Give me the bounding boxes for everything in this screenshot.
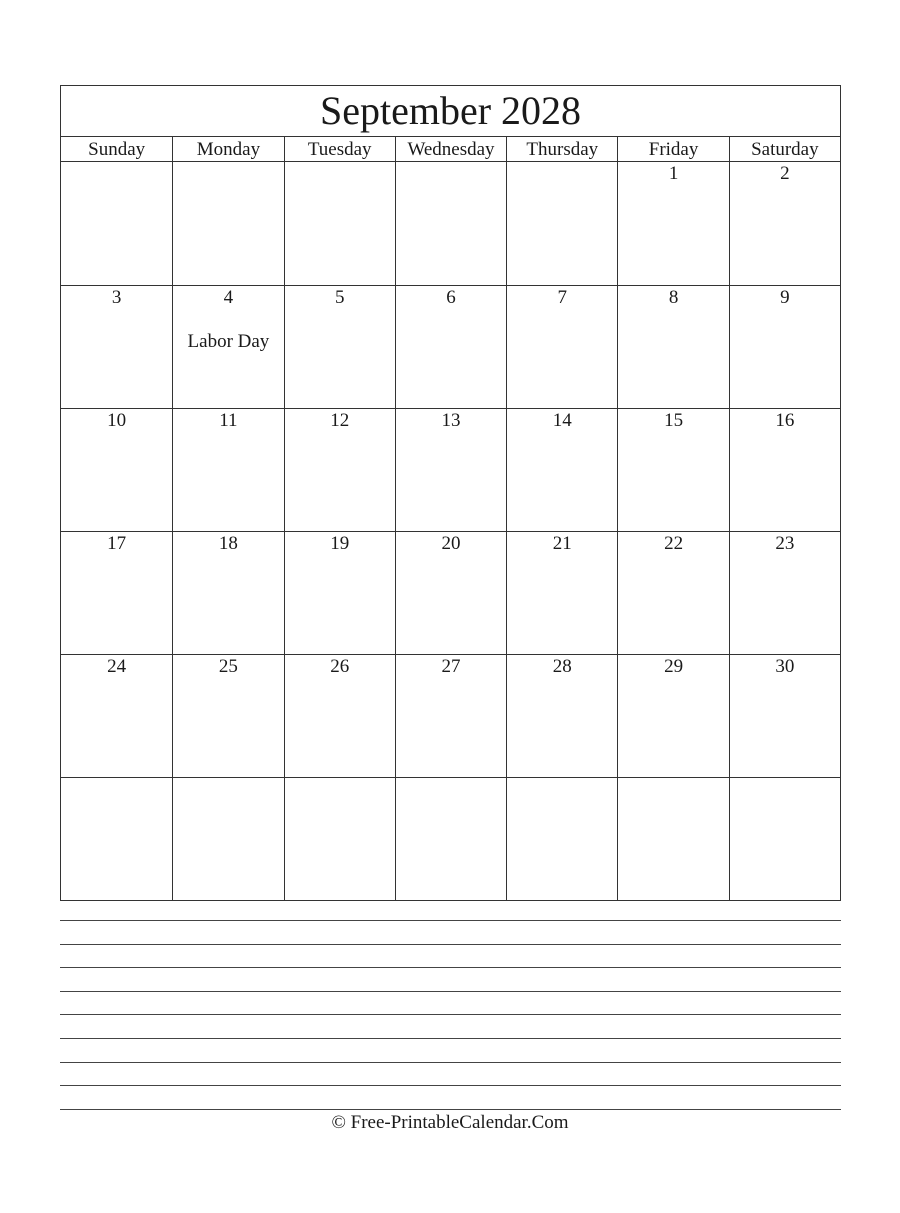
weekday-friday: Friday <box>617 137 728 161</box>
day-cell <box>506 408 617 531</box>
day-number: 4 <box>223 287 234 308</box>
day-number <box>61 162 172 184</box>
day-cell <box>61 408 172 531</box>
day-number <box>730 778 840 800</box>
weekday-thursday: Thursday <box>506 137 617 161</box>
day-number: 18 <box>218 533 238 554</box>
day-cell <box>61 285 172 408</box>
day-number: 6 <box>446 287 456 308</box>
day-cell <box>395 162 506 285</box>
day-cell <box>729 654 840 777</box>
day-cell <box>61 654 172 777</box>
day-number: 17 <box>107 533 127 554</box>
day-number: 21 <box>552 533 572 554</box>
day-cell <box>172 777 283 900</box>
day-number <box>396 162 506 184</box>
note-line <box>60 944 841 945</box>
day-cell <box>617 777 728 900</box>
day-cell <box>61 162 172 285</box>
day-cell <box>395 408 506 531</box>
day-cell <box>506 162 617 285</box>
day-cell <box>617 531 728 654</box>
day-number: 29 <box>664 656 684 677</box>
day-number <box>507 778 617 800</box>
day-cell <box>729 285 840 408</box>
day-number: 10 <box>107 410 127 431</box>
note-line <box>60 1062 841 1063</box>
day-cell <box>729 408 840 531</box>
day-cell <box>617 162 728 285</box>
day-cell <box>172 285 283 408</box>
day-number: 22 <box>664 533 684 554</box>
day-cell <box>395 531 506 654</box>
day-number: 8 <box>668 287 679 308</box>
day-number <box>173 778 283 800</box>
day-cell <box>395 777 506 900</box>
day-cell <box>172 654 283 777</box>
day-cell <box>506 777 617 900</box>
day-cell <box>172 531 283 654</box>
day-number: 2 <box>780 163 790 184</box>
day-cell <box>284 531 395 654</box>
day-number: 15 <box>664 410 684 431</box>
note-line <box>60 991 841 992</box>
day-number: 28 <box>552 656 572 677</box>
day-cell <box>617 408 728 531</box>
day-number: 23 <box>775 533 795 554</box>
day-number: 3 <box>111 287 122 308</box>
day-number: 5 <box>334 287 345 308</box>
note-line <box>60 1085 841 1086</box>
day-cell <box>284 162 395 285</box>
day-number <box>173 162 283 184</box>
day-cell <box>172 162 283 285</box>
day-number: 24 <box>107 656 127 677</box>
day-number: 27 <box>441 656 461 677</box>
day-number: 7 <box>557 287 568 308</box>
day-cell <box>506 285 617 408</box>
weekday-sunday: Sunday <box>88 139 146 160</box>
day-cell <box>61 531 172 654</box>
day-cell <box>729 162 840 285</box>
day-number <box>618 778 728 800</box>
day-cell <box>284 654 395 777</box>
day-cell <box>172 408 283 531</box>
holiday-label: Labor Day <box>187 331 270 352</box>
day-cell <box>284 408 395 531</box>
day-cell <box>395 654 506 777</box>
day-cell <box>617 654 728 777</box>
day-number <box>396 778 506 800</box>
day-cell <box>506 654 617 777</box>
day-number <box>507 162 617 184</box>
day-cell <box>729 777 840 900</box>
day-cell <box>395 285 506 408</box>
day-number: 25 <box>218 656 238 677</box>
note-line <box>60 1014 841 1015</box>
day-cell <box>617 285 728 408</box>
day-number <box>285 778 395 800</box>
day-number: 1 <box>668 163 679 184</box>
note-line <box>60 1038 841 1039</box>
day-number <box>61 778 172 800</box>
calendar-grid <box>60 85 841 901</box>
day-number: 11 <box>219 410 238 431</box>
day-cell <box>506 531 617 654</box>
day-number <box>285 162 395 184</box>
day-number: 13 <box>441 410 461 431</box>
day-number: 14 <box>552 410 572 431</box>
day-number: 12 <box>330 410 350 431</box>
weekday-tuesday: Tuesday <box>284 137 395 161</box>
note-line <box>60 920 841 921</box>
notes-lines <box>60 920 841 1132</box>
day-cell <box>284 285 395 408</box>
day-number: 20 <box>441 533 461 554</box>
day-number: 19 <box>330 533 350 554</box>
day-number: 9 <box>780 287 790 308</box>
weekday-monday: Monday <box>172 137 283 161</box>
calendar-days <box>61 162 840 900</box>
weekday-header-row <box>61 137 840 162</box>
day-cell <box>729 531 840 654</box>
day-cell <box>284 777 395 900</box>
day-number: 26 <box>330 656 350 677</box>
weekday-wednesday: Wednesday <box>395 137 506 161</box>
footer-copyright: © Free-PrintableCalendar.Com <box>331 1112 569 1133</box>
weekday-saturday: Saturday <box>729 137 840 161</box>
day-number: 30 <box>775 656 795 677</box>
note-line <box>60 1109 841 1110</box>
day-number: 16 <box>775 410 795 431</box>
note-line <box>60 967 841 968</box>
calendar-title: September 2028 <box>61 86 840 137</box>
day-cell <box>61 777 172 900</box>
